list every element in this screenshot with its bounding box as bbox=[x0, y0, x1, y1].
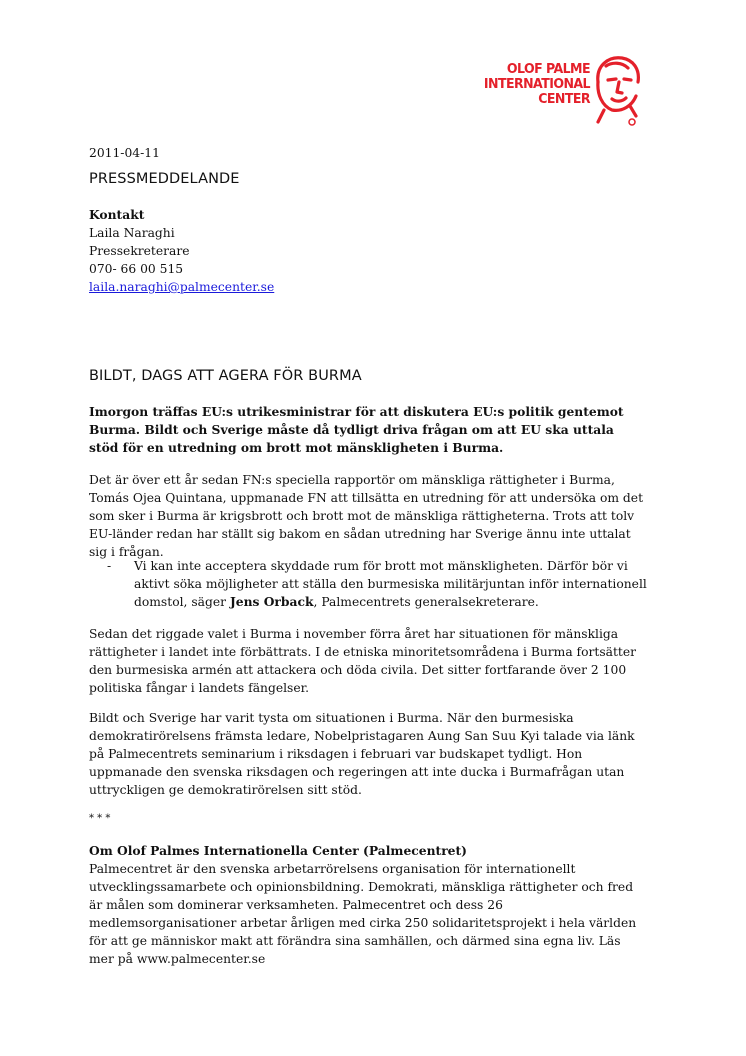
logo-line-3: CENTER bbox=[538, 91, 590, 107]
press-release-date: 2011-04-11 bbox=[89, 146, 160, 160]
body-paragraph-2: Sedan det riggade valet i Burma i november förra året har situationen för mänskliga rättigheter i landet inte förbättrats. I de etniska minoritetsområdena i Burma fortsätter den burmesiska armén att attackera och döda civila. Det sitter fortfarande över 2 100 politiska fångar i landets fängelser. bbox=[89, 627, 637, 695]
about-paragraph: Palmecentret är den svenska arbetarrörelsens organisation för internationellt utvecklingssamarbete och opinionsbildning. Demokrati, mänskliga rättigheter och fred är målen som dominerar verksamheten. Palmecentret och dess 26 medlemsorganisationer arbetar årligen med cirka 250 solidaritetsprojekt i hela världen för att ge människor makt att förändra sina samhällen, och därmed sina egna liv. Läs mer på www.palmecenter.se bbox=[89, 862, 637, 966]
quote-text-before: Vi kan inte acceptera skyddade rum för brott mot mänskligheten. Därför bör vi aktivt söka möjligheter att ställa den burmesiska militärjuntan inför internationell domstol, säger bbox=[134, 559, 647, 609]
body-paragraph-3: Bildt och Sverige har varit tysta om situationen i Burma. När den burmesiska demokratirörelsens främsta ledare, Nobelpristagaren Aung San Suu Kyi talade via länk på Palmecentrets seminarium i riksdagen i februari var budskapet tydligt. Hon uppmanade den svenska riksdagen och regeringen att inte ducka i Burmafrågan utan uttryckligen ge demokratirörelsen sitt stöd. bbox=[89, 711, 635, 797]
contact-label: Kontakt bbox=[89, 207, 145, 222]
contact-role: Pressekreterare bbox=[89, 244, 190, 258]
quote-text-after: , Palmecentrets generalsekreterare. bbox=[313, 595, 539, 609]
portrait-icon bbox=[586, 52, 642, 132]
section-separator: * * * bbox=[89, 813, 111, 824]
logo-wordmark bbox=[471, 62, 590, 107]
quote-text bbox=[134, 557, 664, 611]
document-type-heading: PRESSMEDDELANDE bbox=[89, 171, 240, 187]
body-paragraph-1: Det är över ett år sedan FN:s speciella rapportör om mänskliga rättigheter i Burma, Tomás Ojea Quintana, uppmanade FN att tillsätta en utredning för att undersöka om det som sker i Burma är krigsbrott och brott mot de mänskliga rättigheterna. Trots att tolv EU-länder redan har ställt sig bakom en sådan utredning har Sverige ännu inte uttalat sig i frågan. bbox=[89, 473, 644, 559]
logo-line-1: OLOF PALME bbox=[506, 61, 590, 77]
quote-speaker: Jens Orback bbox=[229, 594, 314, 609]
org-logo bbox=[462, 52, 642, 132]
press-release-headline: BILDT, DAGS ATT AGERA FÖR BURMA bbox=[89, 368, 362, 384]
lead-paragraph: Imorgon träffas EU:s utrikesministrar för att diskutera EU:s politik gentemot Burma. Bildt och Sverige måste då tydligt driva frågan om att EU ska uttala stöd för en utredning om brott mot mänskligheten i Burma. bbox=[89, 404, 624, 455]
contact-email-link[interactable]: laila.naraghi@palmecenter.se bbox=[89, 280, 275, 294]
contact-name: Laila Naraghi bbox=[89, 226, 175, 240]
contact-block bbox=[89, 206, 646, 296]
quote-dash: - bbox=[107, 559, 112, 573]
logo-line-2: INTERNATIONAL bbox=[483, 76, 590, 92]
contact-phone: 070- 66 00 515 bbox=[89, 262, 184, 276]
about-heading: Om Olof Palmes Internationella Center (Palmecentret) bbox=[89, 843, 468, 858]
